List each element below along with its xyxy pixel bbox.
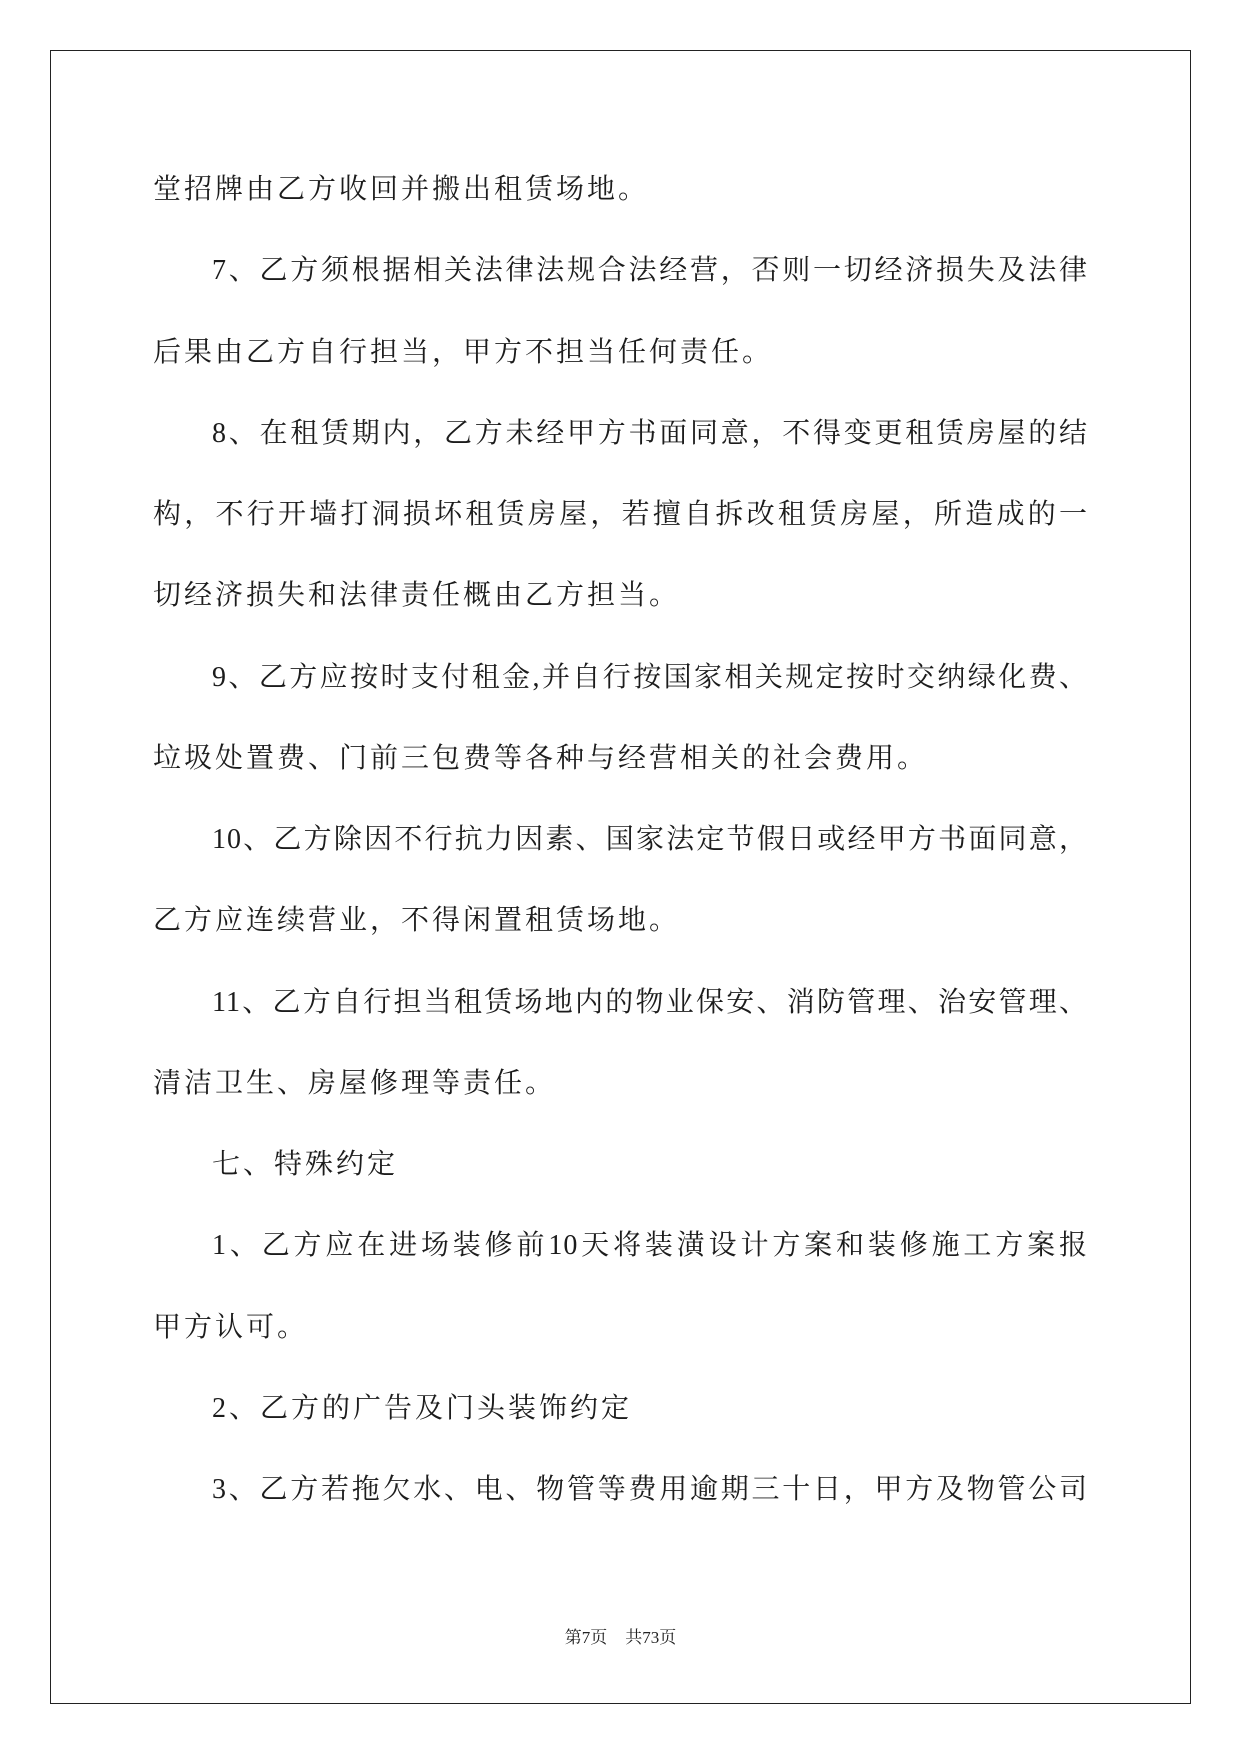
text-line: 3、乙方若拖欠水、电、物管等费用逾期三十日，甲方及物管公司 <box>212 1474 1088 1505</box>
text-line: 垃圾处置费、门前三包费等各种与经营相关的社会费用。 <box>153 742 929 774</box>
page-number: 第7页 <box>564 1628 608 1647</box>
page-total: 共73页 <box>625 1628 677 1647</box>
text-line: 清洁卫生、房屋修理等责任。 <box>153 1067 557 1099</box>
text-line: 切经济损失和法律责任概由乙方担当。 <box>153 580 681 612</box>
text-line: 甲方认可。 <box>153 1311 309 1343</box>
paragraph-clause-7 <box>153 230 1088 393</box>
document-body <box>153 149 1088 1530</box>
text-line: 后果由乙方自行担当，甲方不担当任何责任。 <box>153 336 774 368</box>
paragraph-clause-8 <box>153 393 1088 637</box>
text-line: 乙方应连续营业，不得闲置租赁场地。 <box>153 905 681 937</box>
page-footer <box>0 1626 1241 1650</box>
section-heading <box>153 1124 1088 1205</box>
text-line: 堂招牌由乙方收回并搬出租赁场地。 <box>153 174 650 205</box>
text-line: 7、乙方须根据相关法律法规合法经营，否则一切经济损失及法律 <box>212 255 1088 287</box>
paragraph-clause-9 <box>153 637 1088 800</box>
paragraph-special-1 <box>153 1205 1088 1368</box>
paragraph-continuation <box>153 149 1088 230</box>
text-line: 1、乙方应在进场装修前10天将装潢设计方案和装修施工方案报 <box>212 1230 1088 1262</box>
paragraph-special-3 <box>153 1449 1088 1530</box>
text-line: 11、乙方自行担当租赁场地内的物业保安、消防管理、治安管理、 <box>212 986 1088 1018</box>
text-line: 构，不行开墙打洞损坏租赁房屋，若擅自拆改租赁房屋，所造成的一 <box>153 499 1088 530</box>
text-line: 10、乙方除因不行抗力因素、国家法定节假日或经甲方书面同意， <box>212 824 1088 855</box>
paragraph-clause-10 <box>153 799 1088 962</box>
text-line: 9、乙方应按时支付租金,并自行按国家相关规定按时交纳绿化费、 <box>212 661 1088 693</box>
section-heading-text: 七、特殊约定 <box>212 1149 399 1180</box>
paragraph-clause-11 <box>153 962 1088 1125</box>
text-line: 8、在租赁期内，乙方未经甲方书面同意，不得变更租赁房屋的结 <box>212 417 1088 449</box>
text-line: 2、乙方的广告及门头装饰约定 <box>212 1392 633 1424</box>
paragraph-special-2 <box>153 1368 1088 1449</box>
